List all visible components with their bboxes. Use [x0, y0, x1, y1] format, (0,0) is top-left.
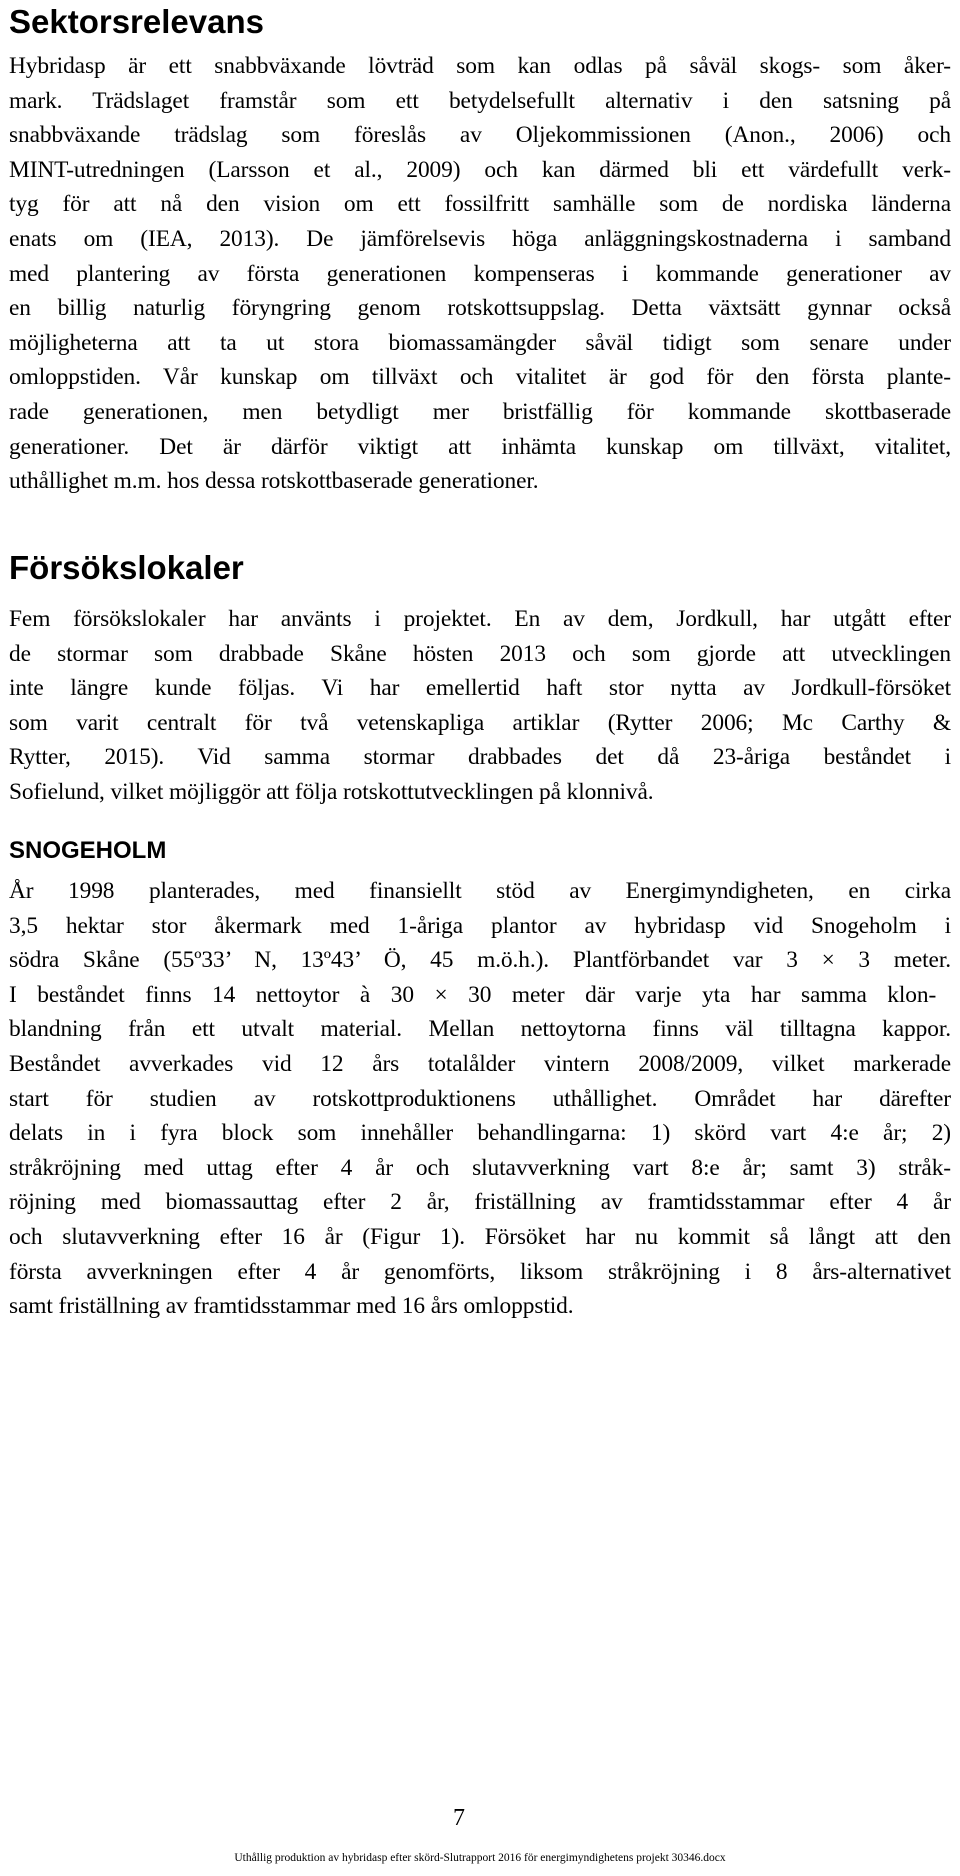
section-heading-sektorsrelevans: Sektorsrelevans	[9, 3, 264, 40]
text-line: södra Skåne (55º33’ N, 13º43’ Ö, 45 m.ö.h.). Plantförbandet var 3 × 3 meter.	[9, 947, 951, 974]
text-line: start för studien av rotskottproduktionens uthållighet. Området har därefter	[9, 1085, 951, 1112]
text-line: omloppstiden. Vår kunskap om tillväxt och vitalitet är god för den första plante-	[9, 364, 951, 391]
text-line: Sofielund, vilket möjliggör att följa rotskottutvecklingen på klonnivå.	[9, 778, 654, 805]
text-line: Hybridasp är ett snabbväxande lövträd som kan odlas på såväl skogs- som åker-	[9, 53, 951, 79]
text-line: mark. Trädslaget framstår som ett betydelsefullt alternativ i den satsning på	[9, 87, 951, 114]
text-line: de stormar som drabbade Skåne hösten 2013 och som gjorde att utvecklingen	[9, 640, 951, 667]
section-heading-forsokslokaler: Försökslokaler	[9, 549, 244, 586]
text-line: stråkröjning med uttag efter 4 år och slutavverkning vart 8:e år; samt 3) stråk-	[9, 1154, 951, 1181]
text-line: första avverkningen efter 4 år genomförts, liksom stråkröjning i 8 års-alternativet	[9, 1258, 951, 1285]
text-line: Rytter, 2015). Vid samma stormar drabbades det då 23-åriga beståndet i	[9, 744, 951, 771]
text-line: tyg för att nå den vision om ett fossilfritt samhälle som de nordiska länderna	[9, 191, 951, 218]
text-line: År 1998 planterades, med finansiellt stöd av Energimyndigheten, en cirka	[9, 878, 951, 904]
text-line: och slutavverkning efter 16 år (Figur 1). Försöket har nu kommit så långt att den	[9, 1223, 951, 1250]
paragraph-sektorsrelevans	[9, 49, 951, 499]
text-line: snabbväxande trädslag som föreslås av Oljekommissionen (Anon., 2006) och	[9, 122, 951, 149]
text-line: med plantering av första generationen kompenseras i kommande generationer av	[9, 260, 951, 287]
text-line: MINT-utredningen (Larsson et al., 2009) och kan därmed bli ett värdefullt verk-	[9, 156, 951, 183]
text-line: delats in i fyra block som innehåller behandlingarna: 1) skörd vart 4:e år; 2)	[9, 1120, 951, 1147]
text-line: blandning från ett utvalt material. Mellan nettoytorna finns väl tilltagna kappor.	[9, 1016, 951, 1043]
text-line: som varit centralt för två vetenskapliga artiklar (Rytter 2006; Mc Carthy &	[9, 709, 951, 736]
page-number: 7	[453, 1805, 465, 1831]
text-line: möjligheterna att ta ut stora biomassamängder såväl tidigt som senare under	[9, 329, 951, 356]
text-line: I beståndet finns 14 nettoytor à 30 × 30 meter där varje yta har samma klon-	[9, 981, 937, 1008]
text-line: en billig naturlig föryngring genom rotskottsuppslag. Detta växtsätt gynnar också	[9, 295, 951, 322]
text-line: Beståndet avverkades vid 12 års totalålder vintern 2008/2009, vilket markerade	[9, 1050, 951, 1077]
paragraph-snogeholm	[9, 874, 951, 1324]
text-line: enats om (IEA, 2013). De jämförelsevis höga anläggningskostnaderna i samband	[9, 225, 951, 252]
text-line: röjning med biomassauttag efter 2 år, friställning av framtidsstammar efter 4 år	[9, 1189, 951, 1216]
paragraph-forsokslokaler	[9, 602, 951, 810]
text-line: uthållighet m.m. hos dessa rotskottbaserade generationer.	[9, 468, 539, 495]
page-footer: Uthållig produktion av hybridasp efter skörd-Slutrapport 2016 för energimyndighetens projekt 30346.docx	[234, 1852, 726, 1864]
text-line: generationer. Det är därför viktigt att inhämta kunskap om tillväxt, vitalitet,	[9, 433, 951, 460]
text-line: inte längre kunde följas. Vi har emellertid haft stor nytta av Jordkull-försöket	[9, 675, 951, 702]
subsection-heading-snogeholm: SNOGEHOLM	[9, 837, 167, 864]
text-line: samt friställning av framtidsstammar med 16 års omloppstid.	[9, 1293, 574, 1320]
text-line: 3,5 hektar stor åkermark med 1-åriga plantor av hybridasp vid Snogeholm i	[9, 912, 951, 939]
text-line: Fem försökslokaler har använts i projektet. En av dem, Jordkull, har utgått efter	[9, 606, 951, 632]
text-line: rade generationen, men betydligt mer bristfällig för kommande skottbaserade	[9, 398, 951, 425]
